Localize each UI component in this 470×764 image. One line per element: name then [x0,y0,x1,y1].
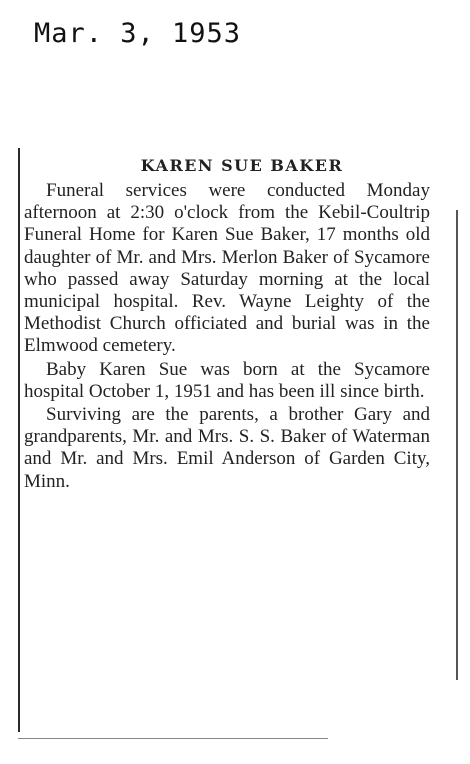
article-body [24,180,430,493]
clipping-bottom-edge [18,738,328,739]
article-paragraph-2: Baby Karen Sue was born at the Sycamore hospital October 1, 1951 and has been ill since birth. [24,358,430,402]
date-stamp: Mar. 3, 1953 [34,18,242,49]
article-paragraph-3: Surviving are the parents, a brother Gary and grandparents, Mr. and Mrs. S. S. Baker of Waterman and Mr. and Mrs. Emil Anderson of Garden City, Minn. [24,404,430,492]
clipping-right-edge [456,210,458,680]
clipping-left-edge [18,148,20,732]
newspaper-clipping [18,148,436,732]
article-paragraph-1: Funeral services were conducted Monday afternoon at 2:30 o'clock from the Kebil-Coultrip Funeral Home for Karen Sue Baker, 17 months old daughter of Mr. and Mrs. Merlon Baker of Sycamore who passed away Saturday morning at the local municipal hospital. Rev. Wayne Leighty of the Methodist Church officiated and burial was in the Elmwood cemetery. [24,180,430,357]
article-headline: KAREN SUE BAKER [140,156,344,175]
